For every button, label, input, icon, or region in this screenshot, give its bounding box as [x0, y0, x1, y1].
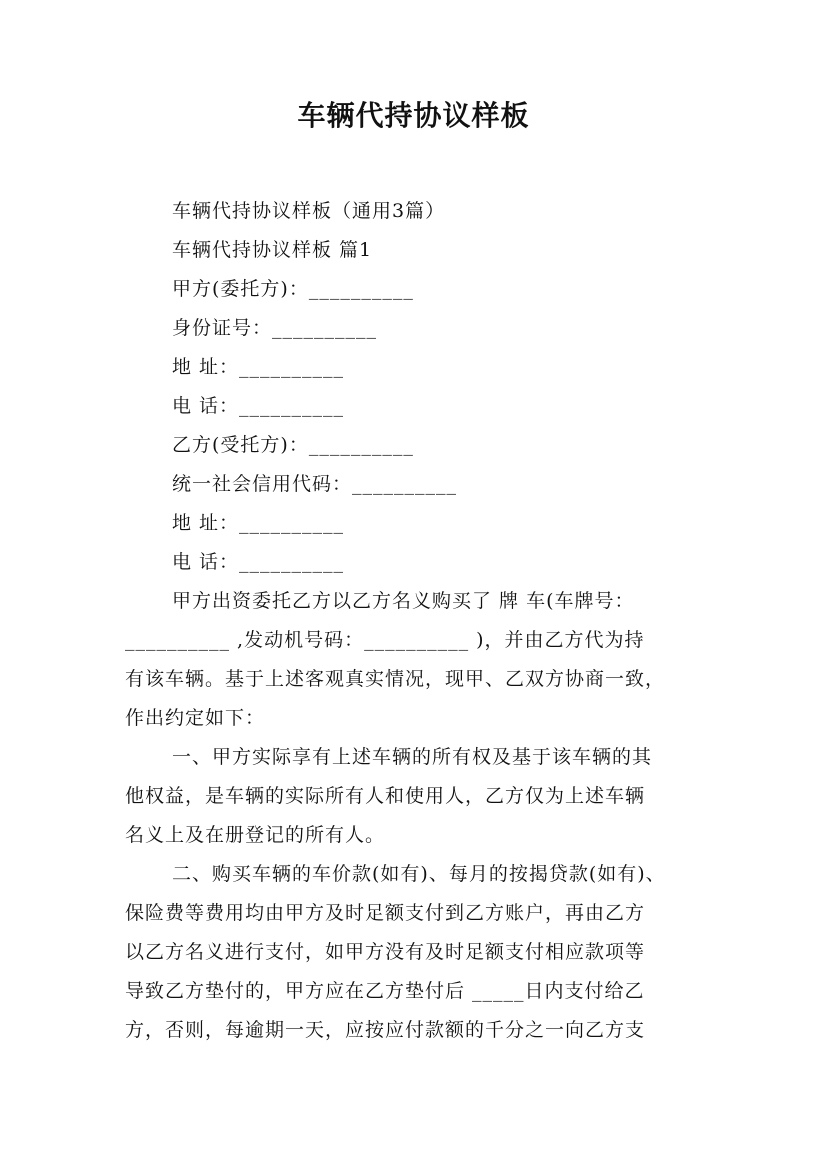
intro-line-3: 有该车辆。基于上述客观真实情况，现甲、乙双方协商一致，: [125, 668, 666, 690]
phone-b-line: 电 话：__________: [172, 551, 345, 573]
intro-line-1: 甲方出资委托乙方以乙方名义购买了 牌 车(车牌号：: [172, 590, 635, 612]
intro-line-2: __________ ,发动机号码：__________ )，并由乙方代为持: [125, 629, 645, 651]
clause2-line-5: 方，否则，每逾期一天，应按应付款额的千分之一向乙方支: [125, 1019, 646, 1041]
party-a-line: 甲方(委托方)：__________: [172, 278, 414, 300]
clause1-line-2: 他权益，是车辆的实际所有人和使用人，乙方仅为上述车辆: [125, 785, 646, 807]
clause2-line-1: 二、购买车辆的车价款(如有)、每月的按揭贷款(如有)、: [172, 863, 666, 885]
clause2-line-3: 以乙方名义进行支付，如甲方没有及时足额支付相应款项等: [125, 941, 646, 963]
id-number-line: 身份证号：__________: [172, 317, 378, 339]
address-a-line: 地 址：__________: [172, 356, 345, 378]
clause1-line-3: 名义上及在册登记的所有人。: [125, 824, 386, 846]
address-b-line: 地 址：__________: [172, 512, 345, 534]
phone-a-line: 电 话：__________: [172, 395, 345, 417]
party-b-line: 乙方(受托方)：__________: [172, 434, 414, 456]
document-subtitle: 车辆代持协议样板（通用3篇）: [172, 200, 446, 222]
clause2-line-4: 导致乙方垫付的，甲方应在乙方垫付后 _____日内支付给乙: [125, 980, 645, 1002]
intro-line-4: 作出约定如下：: [125, 707, 266, 729]
credit-code-line: 统一社会信用代码：__________: [172, 473, 458, 495]
section-heading: 车辆代持协议样板 篇1: [172, 239, 373, 261]
clause2-line-2: 保险费等费用均由甲方及时足额支付到乙方账户，再由乙方: [125, 902, 646, 924]
clause1-line-1: 一、甲方实际享有上述车辆的所有权及基于该车辆的其: [172, 746, 653, 768]
document-title: 车辆代持协议样板: [297, 99, 530, 132]
